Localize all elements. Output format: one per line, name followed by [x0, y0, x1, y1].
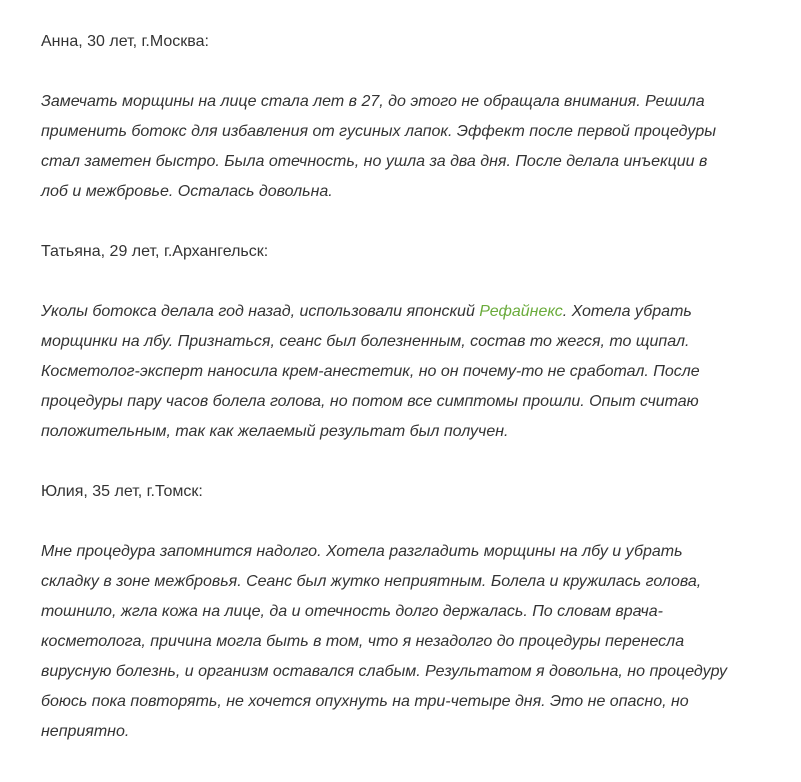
review-line: складку в зоне межбровья. Сеанс был жутко неприятным. Болела и кружилась голова, — [41, 573, 702, 590]
review-line: морщинки на лбу. Признаться, сеанс был болезненным, состав то жегся, то щипал. — [41, 333, 690, 350]
review-text — [41, 297, 771, 447]
review-line: лоб и межбровье. Осталась довольна. — [41, 183, 333, 200]
review-line: применить ботокс для избавления от гусиных лапок. Эффект после первой процедуры — [41, 123, 716, 140]
review-text — [41, 87, 771, 207]
review-line: тошнило, жгла кожа на лице, да и отечность долго держалась. По словам врача- — [41, 603, 663, 620]
reviews-section — [41, 27, 771, 747]
review-line: Косметолог-эксперт наносила крем-анестетик, но он почему-то не сработал. После — [41, 363, 700, 380]
review-author: Анна, 30 лет, г.Москва: — [41, 33, 209, 50]
review-author: Татьяна, 29 лет, г.Архангельск: — [41, 243, 269, 260]
review-line — [41, 297, 771, 327]
review-line-segment: Уколы ботокса делала год назад, использовали японский — [41, 303, 480, 320]
review-line: процедуры пару часов болела голова, но потом все симптомы прошли. Опыт считаю — [41, 393, 699, 410]
review-line-segment: . Хотела убрать — [562, 303, 692, 320]
review-line: Мне процедура запомнится надолго. Хотела разгладить морщины на лбу и убрать — [41, 543, 683, 560]
review-line: неприятно. — [41, 723, 130, 740]
review-line: положительным, так как желаемый результат был получен. — [41, 423, 509, 440]
review-line: вирусную болезнь, и организм оставался слабым. Результатом я довольна, но процедуру — [41, 663, 727, 680]
review-line: боюсь пока повторять, не хочется опухнуть на три-четыре дня. Это не опасно, но — [41, 693, 689, 710]
product-link-refineks[interactable]: Рефайнекс — [479, 303, 563, 320]
review-author: Юлия, 35 лет, г.Томск: — [41, 483, 203, 500]
review-line: косметолога, причина могла быть в том, что я незадолго до процедуры перенесла — [41, 633, 685, 650]
review-text — [41, 537, 771, 747]
review-line: стал заметен быстро. Была отечность, но ушла за два дня. После делала инъекции в — [41, 153, 708, 170]
review-line: Замечать морщины на лице стала лет в 27, до этого не обращала внимания. Решила — [41, 93, 705, 110]
